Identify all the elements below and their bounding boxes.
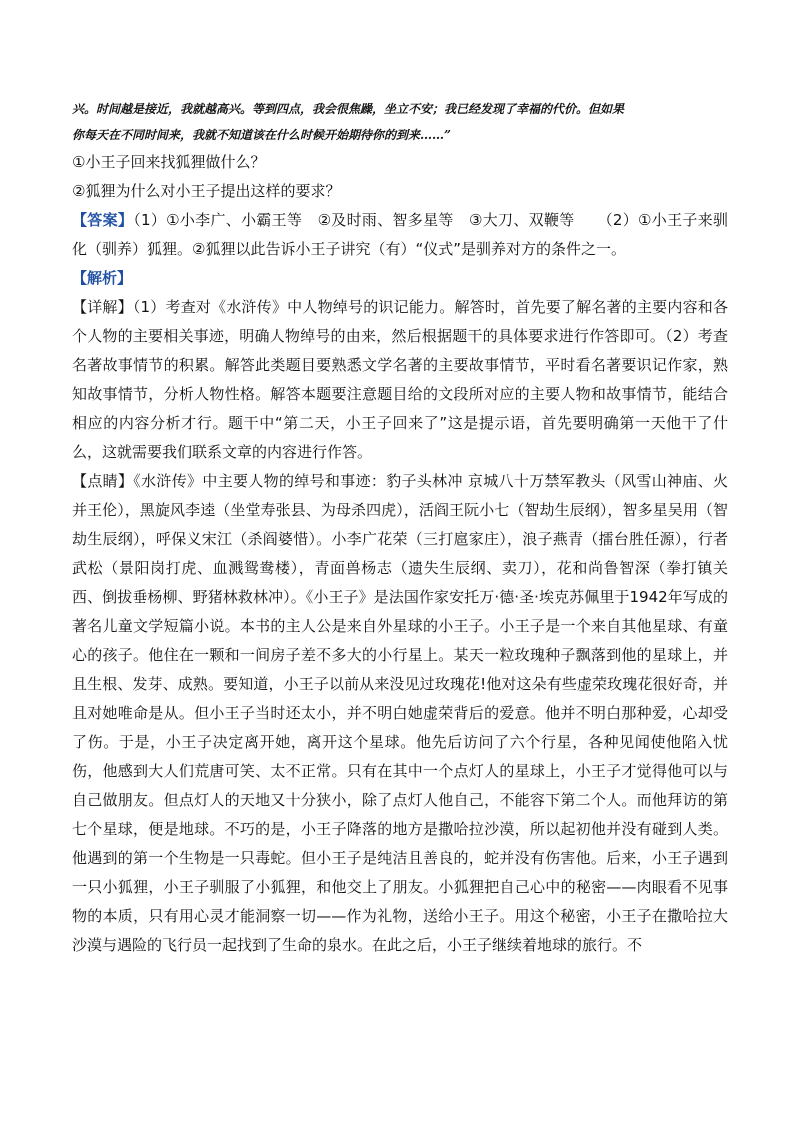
answer-text: （1）①小李广、小霸王等 ②及时雨、智多星等 ③大刀、双鞭等 （2）①小王子来驯化（驯养）狐狸。②狐狸以此告诉小王子讲究（有）“仪式”是驯养对方的条件之一。 [72, 211, 728, 258]
analysis-label: 【解析】 [72, 269, 133, 287]
answer-section [72, 206, 728, 264]
answer-label: 【答案】 [72, 211, 134, 229]
quote-line-2: 你每天在不同时间来，我就不知道该在什么时候开始期待你的到来……” [72, 128, 451, 142]
detail-label: 【详解】 [72, 298, 133, 316]
detail-text: （1）考查对《水浒传》中人物绰号的识记能力。解答时，首先要了解名著的主要内容和各个人物的主要相关事迹，明确人物绰号的由来，然后根据题干的具体要求进行作答即可。（2）考查名著故事情节的积累。解答此类题目要熟悉文学名著的主要故事情节，平时看名著要识记作家，熟知故事情节，分析人物性格。解答本题要注意题目给的文段所对应的主要人物和故事情节，能结合相应的内容分析才行。题干中“第二天，小王子回来了”这是提示语，首先要明确第一天他干了什么，这就需要我们联系文章的内容进行作答。 [72, 298, 728, 461]
question-list [72, 148, 728, 206]
tips-section [72, 467, 728, 960]
tips-label: 【点睛】 [72, 472, 134, 490]
question-1: ①小王子回来找狐狸做什么？ [72, 153, 266, 171]
tips-text: 《水浒传》中主要人物的绰号和事迹：豹子头林冲 京城八十万禁军教头（风雪山神庙、火并王伦），黑旋风李逵（坐堂寿张县、为母杀四虎），活阎王阮小七（智劫生辰纲），智多星吴用（智劫生辰纲），呼保义宋江（杀阎婆惜）。小李广花荣（三打扈家庄），浪子燕青（擂台胜任源），行者武松（景阳岗打虎、血溅鸳鸯楼），青面兽杨志（遗失生辰纲、卖刀），花和尚鲁智深（拳打镇关西、倒拔垂杨柳、野猪林救林冲）。《小王子》是法国作家安托万·德·圣·埃克苏佩里于1942年写成的著名儿童文学短篇小说。本书的主人公是来自外星球的小王子。小王子是一个来自其他星球、有童心的孩子。他住在一颗和一间房子差不多大的小行星上。某天一粒玫瑰种子飘落到他的星球上，并且生根、发芽、成熟。要知道，小王子以前从来没见过玫瑰花!他对这朵有些虚荣玫瑰花很好奇，并且对她唯命是从。但小王子当时还太小，并不明白她虚荣背后的爱意。他并不明白那种爱，心却受了伤。于是，小王子决定离开她，离开这个星球。他先后访问了六个行星，各种见闻使他陷入忧伤，他感到大人们荒唐可笑、太不正常。只有在其中一个点灯人的星球上，小王子才觉得他可以与自己做朋友。但点灯人的天地又十分狭小，除了点灯人他自己，不能容下第二个人。而他拜访的第七个星球，便是地球。不巧的是，小王子降落的地方是撒哈拉沙漠，所以起初他并没有碰到人类。他遇到的第一个生物是一只毒蛇。但小王子是纯洁且善良的，蛇并没有伤害他。后来，小王子遇到一只小狐狸，小王子驯服了小狐狸，和他交上了朋友。小狐狸把自己心中的秘密——肉眼看不见事物的本质，只有用心灵才能洞察一切——作为礼物，送给小王子。用这个秘密，小王子在撒哈拉大沙漠与遇险的飞行员一起找到了生命的泉水。在此之后，小王子继续着地球的旅行。不 [72, 472, 728, 954]
question-2: ②狐狸为什么对小王子提出这样的要求？ [72, 182, 341, 200]
page-content [72, 96, 728, 960]
detail-section [72, 293, 728, 467]
analysis-heading [72, 264, 728, 293]
quote-excerpt [72, 96, 728, 148]
quote-line-1: 兴。时间越是接近，我就越高兴。等到四点，我会很焦躁，坐立不安；我已经发现了幸福的代价。但如果 [72, 102, 625, 116]
